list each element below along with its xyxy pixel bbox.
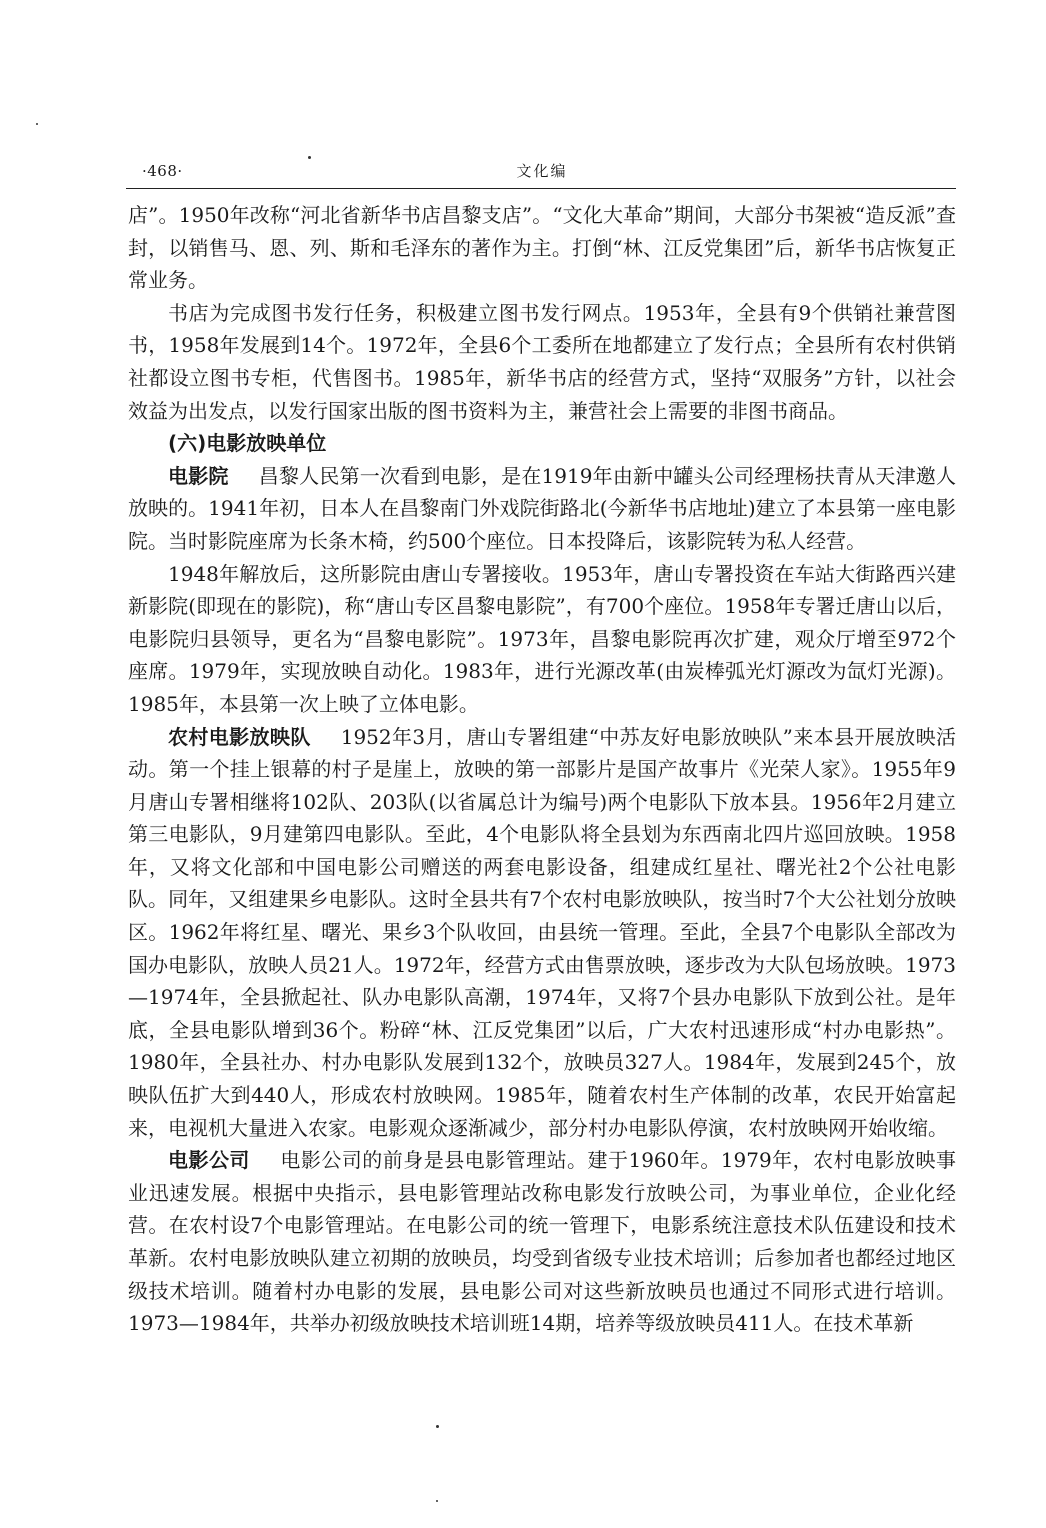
paragraph-rural-teams bbox=[128, 721, 956, 1145]
scan-speck bbox=[308, 156, 311, 159]
paragraph-cinema bbox=[128, 460, 956, 558]
header-rule bbox=[126, 188, 956, 189]
term-rural-teams: 农村电影放映队 bbox=[168, 724, 311, 749]
subsection-heading: (六)电影放映单位 bbox=[168, 431, 327, 456]
section-title: 文化编 bbox=[516, 162, 568, 180]
page-header bbox=[128, 160, 956, 186]
paragraph-film-company bbox=[128, 1144, 956, 1340]
film-company-text: 电影公司的前身是县电影管理站。建于1960年。1979年，农村电影放映事业迅速发展。根据中央指示，县电影管理站改称电影发行放映公司，为事业单位，企业化经营。在农村设7个电影管理站。在电影公司的统一管理下，电影系统注意技术队伍建设和技术革新。农村电影放映队建立初期的放映员，均受到省级专业技术培训；后参加者也都经过地区级技术培训。随着村办电影的发展，县电影公司对这些新放映员也通过不同形式进行培训。1973—1984年，共举办初级放映技术培训班14期，培养等级放映员411人。在技术革新 bbox=[128, 1148, 956, 1336]
term-film-company: 电影公司 bbox=[168, 1148, 250, 1173]
body-text bbox=[128, 199, 956, 1340]
paragraph-bookstore-network: 书店为完成图书发行任务，积极建立图书发行网点。1953年，全县有9个供销社兼营图书，1958年发展到14个。1972年，全县6个工委所在地都建立了发行点；全县所有农村供销社都设立图书专柜，代售图书。1985年，新华书店的经营方式，坚持“双服务”方针，以社会效益为出发点，以发行国家出版的图书资料为主，兼营社会上需要的非图书商品。 bbox=[128, 300, 956, 423]
scan-speck bbox=[36, 123, 38, 125]
paragraph-cinema-1948: 1948年解放后，这所影院由唐山专署接收。1953年，唐山专署投资在车站大街路西兴建新影院(即现在的影院)，称“唐山专区昌黎电影院”，有700个座位。1958年专署迁唐山以后，电影院归县领导，更名为“昌黎电影院”。1973年，昌黎电影院再次扩建，观众厅增至972个座席。1979年，实现放映自动化。1983年，进行光源改革(由炭棒弧光灯源改为氙灯光源)。1985年，本县第一次上映了立体电影。 bbox=[128, 561, 956, 716]
paragraph-continued: 店”。1950年改称“河北省新华书店昌黎支店”。“文化大革命”期间，大部分书架被“造反派”查封，以销售马、恩、列、斯和毛泽东的著作为主。打倒“林、江反党集团”后，新华书店恢复正常业务。 bbox=[128, 203, 956, 293]
scan-speck bbox=[436, 1500, 438, 1502]
cinema-text: 昌黎人民第一次看到电影，是在1919年由新中罐头公司经理杨扶青从天津邀人放映的。1941年初，日本人在昌黎南门外戏院街路北(今新华书店地址)建立了本县第一座电影院。当时影院座席为长条木椅，约500个座位。日本投降后，该影院转为私人经营。 bbox=[128, 463, 956, 553]
term-cinema: 电影院 bbox=[168, 463, 229, 488]
rural-teams-text: 1952年3月，唐山专署组建“中苏友好电影放映队”来本县开展放映活动。第一个挂上银幕的村子是崖上，放映的第一部影片是国产故事片《光荣人家》。1955年9月唐山专署相继将102队、203队(以省属总计为编号)两个电影队下放本县。1956年2月建立第三电影队，9月建第四电影队。至此，4个电影队将全县划为东西南北四片巡回放映。1958年，又将文化部和中国电影公司赠送的两套电影设备，组建成红星社、曙光社2个公社电影队。同年，又组建果乡电影队。这时全县共有7个农村电影放映队，按当时7个大公社划分放映区。1962年将红星、曙光、果乡3个队收回，由县统一管理。至此，全县7个电影队全部改为国办电影队，放映人员21人。1972年，经营方式由售票放映，逐步改为大队包场放映。1973—1974年，全县掀起社、队办电影队高潮，1974年，又将7个县办电影队下放到公社。是年底，全县电影队增到36个。粉碎“林、江反党集团”以后，广大农村迅速形成“村办电影热”。1980年，全县社办、村办电影队发展到132个，放映员327人。1984年，发展到245个，放映队伍扩大到440人，形成农村放映网。1985年，随着农村生产体制的改革，农民开始富起来，电视机大量进入农家。电影观众逐渐减少，部分村办电影队停演，农村放映网开始收缩。 bbox=[128, 724, 957, 1140]
scan-speck bbox=[436, 1425, 439, 1428]
page-number: ·468· bbox=[142, 162, 183, 180]
